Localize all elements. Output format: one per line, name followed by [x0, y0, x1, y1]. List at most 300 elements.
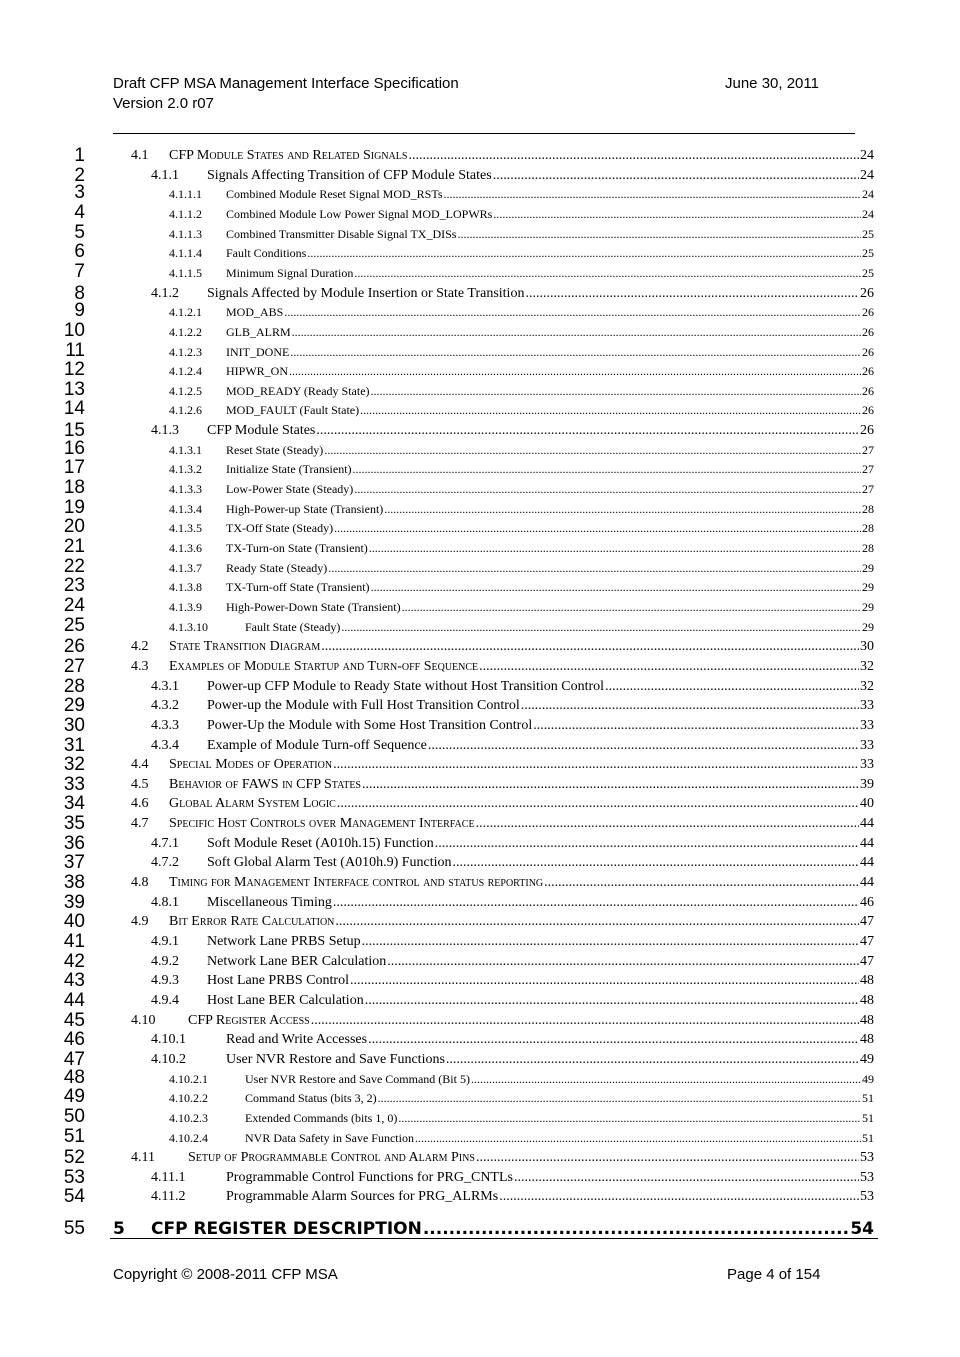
- toc-leader-dots: [428, 738, 859, 754]
- toc-leader-dots: [476, 816, 859, 832]
- toc-leader-dots: [402, 600, 861, 615]
- toc-section-number: 4.1.3: [151, 423, 179, 439]
- toc-entry[interactable]: [0, 675, 960, 699]
- toc-entry[interactable]: [0, 614, 960, 640]
- toc-title: State Transition Diagram: [169, 639, 321, 655]
- toc-title: Specific Host Controls over Management Interface: [169, 816, 475, 832]
- toc-section-number: 4.1.3.1: [169, 442, 202, 457]
- toc-line-number: 51: [63, 1125, 85, 1147]
- toc-leader-dots: [311, 1013, 859, 1029]
- toc-section-number: 4.10: [131, 1012, 156, 1028]
- toc-section-number: 4.3.3: [151, 717, 179, 733]
- toc-page-number: 24: [860, 148, 874, 163]
- toc-leader-dots: [476, 1150, 859, 1166]
- toc-title: Signals Affected by Module Insertion or State Transition: [207, 285, 525, 301]
- toc-entry[interactable]: [0, 496, 960, 522]
- toc-leader-dots: [387, 954, 859, 970]
- toc-section-number: 4.3: [131, 658, 149, 674]
- toc-section-number: 4.1.3.5: [169, 521, 202, 536]
- toc-entry[interactable]: [0, 655, 960, 679]
- toc-line-number: 34: [63, 793, 85, 815]
- toc-title: GLB_ALRM: [226, 324, 291, 339]
- toc-leader-dots: [307, 246, 861, 261]
- toc-entry[interactable]: [0, 437, 960, 463]
- toc-title: Ready State (Steady): [226, 560, 328, 575]
- toc-entry[interactable]: [0, 201, 960, 227]
- toc-leader-dots: [362, 777, 859, 793]
- toc-section-number: 4.10.1: [151, 1032, 186, 1048]
- toc-line-number: 50: [63, 1105, 85, 1127]
- toc-leader-dots: [479, 659, 859, 675]
- toc-title: MOD_FAULT (Fault State): [226, 403, 360, 418]
- toc-entry[interactable]: [0, 477, 960, 502]
- toc-leader-dots: [362, 934, 859, 950]
- toc-leader-dots: [368, 1032, 859, 1048]
- toc-page-number: 51: [862, 1130, 874, 1145]
- toc-title: TX-Turn-off State (Transient): [226, 580, 370, 595]
- toc-entry[interactable]: [0, 636, 960, 659]
- toc-line-number: 4: [74, 201, 85, 223]
- toc-title: CFP REGISTER DESCRIPTION: [151, 1219, 422, 1240]
- header-rule: [113, 133, 855, 134]
- toc-leader-dots: [353, 462, 861, 477]
- toc-section-number: 4.8.1: [151, 894, 179, 910]
- toc-leader-dots: [423, 1219, 849, 1239]
- toc-leader-dots: [333, 757, 859, 773]
- toc-title: Host Lane PRBS Control: [207, 973, 349, 989]
- toc-page-number: 28: [862, 541, 874, 555]
- toc-page-number: 29: [862, 580, 874, 595]
- toc-line-number: 28: [63, 675, 85, 697]
- toc-line-number: 42: [63, 950, 85, 972]
- toc-entry[interactable]: [0, 516, 960, 541]
- toc-section-number: 4.1.2.6: [169, 403, 202, 418]
- toc-section-number: 4.11.2: [151, 1189, 186, 1205]
- toc-entry[interactable]: [0, 754, 960, 777]
- toc-leader-dots: [533, 718, 859, 734]
- toc-entry[interactable]: [0, 359, 960, 384]
- toc-page-number: 48: [860, 1012, 874, 1028]
- toc-title: Low-Power State (Steady): [226, 482, 354, 497]
- toc-entry[interactable]: [0, 1147, 960, 1170]
- toc-leader-dots: [371, 384, 861, 399]
- toc-line-number: 36: [63, 832, 85, 854]
- toc-page-number: 44: [860, 816, 874, 832]
- toc-entry[interactable]: [0, 1186, 960, 1209]
- toc-entry[interactable]: [0, 594, 960, 620]
- toc-line-number: 31: [63, 734, 85, 756]
- toc-page-number: 24: [860, 167, 874, 183]
- toc-title: User NVR Restore and Save Functions: [226, 1051, 445, 1067]
- toc-section-number: 4.1.1: [151, 167, 179, 183]
- toc-line-number: 11: [65, 339, 85, 361]
- toc-leader-dots: [544, 875, 859, 891]
- toc-title: Power-up CFP Module to Ready State without Host Transition Control: [207, 678, 605, 694]
- toc-section-number: 4.1.2.3: [169, 344, 202, 359]
- toc-line-number: 35: [63, 813, 85, 835]
- toc-page-number: 28: [862, 521, 874, 536]
- toc-page-number: 49: [860, 1051, 874, 1067]
- toc-page-number: 24: [862, 187, 874, 202]
- toc-leader-dots: [350, 973, 859, 989]
- toc-page-number: 48: [860, 973, 874, 989]
- toc-leader-dots: [290, 345, 861, 360]
- toc-title: CFP Module States: [207, 423, 316, 439]
- toc-page-number: 51: [862, 1091, 874, 1106]
- toc-page-number: 40: [860, 796, 874, 812]
- toc-title: Extended Commands (bits 1, 0): [245, 1110, 398, 1125]
- toc-page-number: 27: [862, 442, 874, 457]
- toc-entry[interactable]: [0, 536, 960, 561]
- toc-line-number: 39: [63, 891, 85, 913]
- toc-line-number: 45: [63, 1009, 85, 1031]
- toc-entry[interactable]: [0, 378, 960, 404]
- toc-title: Behavior of FAWS in CFP States: [169, 776, 361, 792]
- toc-title: MOD_READY (Ready State): [226, 383, 370, 398]
- toc-title: CFP Module States and Related Signals: [169, 148, 408, 163]
- toc-leader-dots: [415, 1131, 861, 1146]
- toc-line-number: 13: [63, 378, 85, 400]
- toc-line-number: 17: [63, 457, 85, 479]
- toc-entry[interactable]: [0, 911, 960, 934]
- toc-line-number: 16: [63, 437, 85, 459]
- toc-line-number: 40: [63, 911, 85, 933]
- toc-leader-dots: [378, 1091, 861, 1106]
- header-title: Draft CFP MSA Management Interface Specification: [113, 75, 459, 92]
- toc-section-number: 4.8: [131, 875, 149, 891]
- toc-page-number: 24: [862, 206, 874, 221]
- toc-page-number: 53: [860, 1150, 874, 1166]
- toc-page-number: 44: [860, 835, 874, 851]
- toc-leader-dots: [292, 325, 861, 340]
- toc-section-number: 4.1.3.3: [169, 482, 202, 497]
- toc-section-number: 4.1: [131, 148, 149, 163]
- toc-line-number: 54: [63, 1186, 85, 1208]
- toc-line-number: 27: [63, 655, 85, 677]
- toc-leader-dots: [514, 1170, 859, 1186]
- toc-section-number: 4.2: [131, 639, 149, 655]
- toc-leader-dots: [499, 1189, 859, 1205]
- toc-entry[interactable]: [0, 398, 960, 423]
- toc-line-number: 43: [63, 970, 85, 992]
- toc-title: Command Status (bits 3, 2): [245, 1091, 377, 1106]
- toc-leader-dots: [354, 482, 861, 497]
- toc-title: MOD_ABS: [226, 305, 284, 320]
- toc-entry[interactable]: [0, 282, 960, 306]
- toc-line-number: 2: [74, 164, 85, 186]
- toc-page-number: 46: [860, 894, 874, 910]
- toc-leader-dots: [457, 227, 861, 242]
- toc-entry[interactable]: [0, 872, 960, 895]
- toc-entry[interactable]: [0, 457, 960, 482]
- toc-line-number: 8: [74, 282, 85, 304]
- toc-entry[interactable]: [0, 555, 960, 581]
- toc-entry[interactable]: [0, 773, 960, 797]
- toc-title: Timing for Management Interface control and status reporting: [169, 875, 544, 891]
- toc-line-number: 30: [63, 714, 85, 736]
- toc-line-number: 10: [63, 319, 85, 341]
- toc-page-number: 28: [862, 501, 874, 516]
- toc-leader-dots: [384, 502, 861, 517]
- toc-page-number: 47: [860, 914, 874, 930]
- toc-section-number: 4.1.1.5: [169, 265, 202, 280]
- toc-section-number: 4.11: [131, 1150, 155, 1166]
- toc-line-number: 25: [63, 614, 85, 636]
- toc-title: Special Modes of Operation: [169, 757, 333, 773]
- toc-page-number: 33: [860, 737, 874, 753]
- toc-leader-dots: [284, 305, 861, 320]
- toc-title: Miscellaneous Timing: [207, 894, 332, 910]
- toc-leader-dots: [328, 561, 861, 576]
- toc-page-number: 49: [862, 1071, 874, 1086]
- toc-leader-dots: [471, 1072, 861, 1087]
- toc-title: Bit Error Rate Calculation: [169, 914, 335, 930]
- toc-line-number: 49: [63, 1086, 85, 1108]
- toc-entry[interactable]: [0, 221, 960, 247]
- toc-line-number: 24: [63, 594, 85, 616]
- toc-leader-dots: [335, 914, 859, 930]
- toc-section-number: 5: [113, 1219, 125, 1240]
- toc-section-number: 4.10.2.3: [169, 1110, 208, 1125]
- toc-line-number: 52: [63, 1147, 85, 1169]
- toc-title: High-Power-up State (Transient): [226, 501, 384, 516]
- toc-title: Programmable Control Functions for PRG_CNTLs: [226, 1169, 513, 1185]
- toc-page-number: 48: [860, 1032, 874, 1048]
- toc-section-number: 4.7.1: [151, 835, 179, 851]
- footer-copyright: Copyright © 2008-2011 CFP MSA: [113, 1266, 338, 1283]
- toc-entry[interactable]: [0, 420, 960, 443]
- toc-leader-dots: [446, 1052, 859, 1068]
- toc-line-number: 12: [63, 359, 85, 381]
- toc-entry[interactable]: [0, 813, 960, 836]
- toc-entry[interactable]: [0, 1066, 960, 1092]
- toc-title: Network Lane PRBS Setup: [207, 934, 361, 949]
- toc-page-number: 29: [862, 560, 874, 575]
- toc-entry[interactable]: [0, 260, 960, 286]
- toc-page-number: 47: [860, 953, 874, 969]
- toc-section-number: 4.10.2.4: [169, 1130, 208, 1145]
- toc-section-number: 4.9: [131, 914, 149, 930]
- toc-line-number: 14: [63, 398, 85, 420]
- toc-entry[interactable]: [0, 182, 960, 207]
- toc-page-number: 44: [860, 855, 874, 871]
- toc-page-number: 26: [860, 285, 874, 301]
- toc-line-number: 23: [63, 575, 85, 597]
- header-version: Version 2.0 r07: [113, 95, 214, 112]
- toc-entry[interactable]: [0, 1219, 960, 1239]
- toc-section-number: 4.1.2.2: [169, 324, 202, 339]
- toc-page-number: 53: [860, 1169, 874, 1185]
- header-date: June 30, 2011: [725, 75, 819, 92]
- toc-leader-dots: [354, 266, 861, 281]
- toc-title: Examples of Module Startup and Turn-off Sequence: [169, 658, 479, 674]
- toc-leader-dots: [398, 1111, 861, 1126]
- toc-page-number: 26: [862, 344, 874, 359]
- toc-line-number: 15: [63, 420, 85, 442]
- toc-section-number: 4.6: [131, 796, 149, 812]
- toc-entry[interactable]: [0, 950, 960, 974]
- toc-entry[interactable]: [0, 319, 960, 345]
- toc-page-number: 26: [862, 324, 874, 339]
- toc-section-number: 4.1.2: [151, 285, 179, 301]
- toc-line-number: 20: [63, 516, 85, 538]
- toc-leader-dots: [408, 148, 859, 164]
- toc-section-number: 4.1.1.3: [169, 226, 202, 241]
- toc-section-number: 4.3.2: [151, 698, 179, 714]
- toc-entry[interactable]: [0, 1166, 960, 1190]
- toc-title: Reset State (Steady): [226, 442, 324, 457]
- toc-entry[interactable]: [0, 145, 960, 168]
- toc-page-number: 26: [862, 403, 874, 418]
- toc-title: Soft Module Reset (A010h.15) Function: [207, 835, 434, 851]
- toc-section-number: 4.1.3.4: [169, 501, 202, 516]
- toc-leader-dots: [435, 836, 859, 852]
- toc-line-number: 41: [63, 931, 85, 952]
- footer-page-number: Page 4 of 154: [727, 1266, 821, 1283]
- toc-title: Combined Module Low Power Signal MOD_LOPWRs: [226, 206, 493, 221]
- toc-page-number: 26: [862, 305, 874, 320]
- toc-page-number: 48: [860, 992, 874, 1008]
- toc-page-number: 25: [862, 246, 874, 261]
- toc-entry[interactable]: [0, 714, 960, 738]
- toc-entry[interactable]: [0, 989, 960, 1013]
- toc-title: Combined Module Reset Signal MOD_RSTs: [226, 187, 443, 202]
- toc-title: High-Power-Down State (Transient): [226, 599, 401, 614]
- toc-section-number: 4.9.4: [151, 992, 179, 1008]
- toc-leader-dots: [369, 541, 861, 556]
- toc-section-number: 4.10.2.2: [169, 1091, 208, 1106]
- toc-title: INIT_DONE: [226, 344, 290, 359]
- toc-section-number: 4.9.1: [151, 934, 179, 949]
- toc-page-number: 33: [860, 717, 874, 733]
- toc-leader-dots: [365, 993, 859, 1009]
- toc-entry[interactable]: [0, 1125, 960, 1151]
- toc-entry[interactable]: [0, 832, 960, 856]
- toc-page-number: 29: [862, 619, 874, 634]
- toc-title: Network Lane BER Calculation: [207, 953, 387, 969]
- toc-entry[interactable]: [0, 164, 960, 188]
- toc-title: TX-Off State (Steady): [226, 521, 334, 536]
- toc-entry[interactable]: [0, 575, 960, 600]
- toc-entry[interactable]: [0, 970, 960, 993]
- toc-entry[interactable]: [0, 1048, 960, 1072]
- toc-section-number: 4.3.1: [151, 678, 179, 694]
- toc-section-number: 4.10.2.1: [169, 1071, 208, 1086]
- toc-leader-dots: [337, 796, 859, 812]
- toc-title: Global Alarm System Logic: [169, 796, 336, 812]
- toc-title: Read and Write Accesses: [226, 1032, 368, 1048]
- toc-page-number: 30: [860, 639, 874, 655]
- toc-page-number: 44: [860, 875, 874, 891]
- toc-section-number: 4.1.2.5: [169, 383, 202, 398]
- toc-entry[interactable]: [0, 241, 960, 266]
- toc-page-number: 25: [862, 226, 874, 241]
- toc-line-number: 47: [63, 1048, 85, 1070]
- toc-section-number: 4.3.4: [151, 737, 179, 753]
- toc-page-number: 26: [862, 364, 874, 379]
- toc-entry[interactable]: [0, 1105, 960, 1131]
- toc-title: Host Lane BER Calculation: [207, 992, 364, 1008]
- toc-entry[interactable]: [0, 1009, 960, 1033]
- toc-leader-dots: [360, 403, 861, 418]
- toc-page-number: 27: [862, 482, 874, 497]
- toc-line-number: 26: [63, 636, 85, 658]
- toc-section-number: 4.1.1.2: [169, 206, 202, 221]
- toc-title: CFP Register Access: [188, 1012, 310, 1028]
- toc-entry[interactable]: [0, 1086, 960, 1111]
- toc-section-number: 4.1.3.7: [169, 560, 202, 575]
- toc-section-number: 4.9.3: [151, 973, 179, 989]
- toc-entry[interactable]: [0, 852, 960, 875]
- footer-rule: [110, 1238, 878, 1239]
- toc-section-number: 4.1.2.1: [169, 305, 202, 320]
- toc-leader-dots: [321, 639, 859, 655]
- toc-section-number: 4.1.3.10: [169, 619, 208, 634]
- toc-section-number: 4.10.2: [151, 1051, 186, 1067]
- toc-page-number: 33: [860, 698, 874, 714]
- toc-leader-dots: [316, 423, 859, 439]
- toc-line-number: 7: [74, 260, 85, 282]
- toc-title: Programmable Alarm Sources for PRG_ALRMs: [226, 1189, 499, 1205]
- toc-title: Power-Up the Module with Some Host Transition Control: [207, 717, 533, 733]
- toc-entry[interactable]: [0, 734, 960, 758]
- toc-line-number: 19: [63, 496, 85, 518]
- toc-line-number: 22: [63, 555, 85, 577]
- toc-title: NVR Data Safety in Save Function: [245, 1130, 414, 1145]
- toc-line-number: 37: [63, 852, 85, 874]
- toc-section-number: 4.1.1.4: [169, 246, 202, 261]
- toc-page-number: 26: [860, 423, 874, 439]
- toc-page-number: 39: [860, 776, 874, 792]
- toc-entry[interactable]: [0, 793, 960, 816]
- toc-line-number: 5: [74, 221, 85, 243]
- toc-section-number: 4.11.1: [151, 1169, 186, 1185]
- toc-leader-dots: [341, 620, 861, 635]
- toc-page-number: 32: [860, 678, 874, 694]
- toc-leader-dots: [289, 364, 861, 379]
- toc-leader-dots: [444, 187, 862, 202]
- toc-line-number: 55: [63, 1218, 85, 1240]
- toc-page-number: 51: [862, 1110, 874, 1125]
- toc-line-number: 18: [63, 477, 85, 499]
- toc-entry[interactable]: [0, 1029, 960, 1052]
- toc-line-number: 44: [63, 989, 85, 1011]
- toc-section-number: 4.1.3.8: [169, 580, 202, 595]
- toc-section-number: 4.7.2: [151, 855, 179, 871]
- toc-entry[interactable]: [0, 695, 960, 718]
- toc-leader-dots: [493, 207, 861, 222]
- toc-line-number: 33: [63, 773, 85, 795]
- toc-entry[interactable]: [0, 339, 960, 365]
- toc-entry[interactable]: [0, 931, 960, 954]
- toc-entry[interactable]: [0, 300, 960, 325]
- toc-line-number: 9: [74, 300, 85, 322]
- toc-leader-dots: [324, 443, 861, 458]
- toc-title: Minimum Signal Duration: [226, 265, 354, 280]
- toc-line-number: 6: [74, 241, 85, 263]
- toc-section-number: 4.1.3.2: [169, 462, 202, 477]
- toc-page-number: 47: [860, 934, 874, 949]
- toc-leader-dots: [493, 168, 859, 184]
- toc-leader-dots: [605, 679, 859, 695]
- toc-page-number: 53: [860, 1189, 874, 1205]
- toc-line-number: 29: [63, 695, 85, 717]
- toc-entry[interactable]: [0, 891, 960, 915]
- toc-page-number: 26: [862, 383, 874, 398]
- toc-line-number: 32: [63, 754, 85, 776]
- toc-leader-dots: [521, 698, 859, 714]
- toc-page-number: 25: [862, 265, 874, 280]
